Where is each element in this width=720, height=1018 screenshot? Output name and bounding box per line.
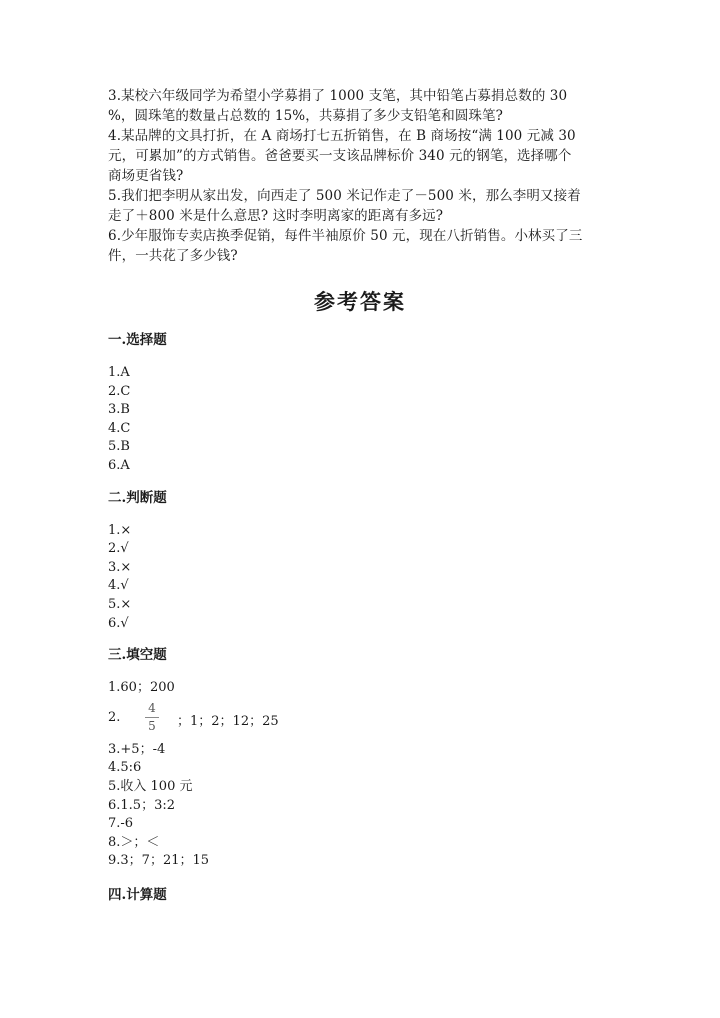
question-4-line-1: 4.某品牌的文具打折，在 A 商场打七五折销售，在 B 商场按“满 100 元减 30: [108, 128, 576, 144]
section-heading-judge: 二.判断题: [108, 489, 167, 506]
choice-answer-3: 3.B: [108, 402, 130, 418]
question-5-line-2: 走了＋800 米是什么意思? 这时李明离家的距离有多远?: [108, 208, 444, 224]
fill-answer-2: [108, 701, 620, 737]
fill-answer-4: 4.5:6: [108, 760, 142, 776]
fill-answer-2-rest: ；1；2；12；25: [177, 713, 279, 729]
question-5: [108, 186, 620, 226]
question-3: [108, 86, 620, 126]
fraction-denominator: 5: [148, 718, 156, 733]
fill-answer-9: 9.3；7；21；15: [108, 853, 210, 869]
answer-title: 参考答案: [314, 289, 406, 314]
question-5-line-1: 5.我们把李明从家出发，向西走了 500 米记作走了－500 米，那么李明又接着: [108, 188, 581, 204]
judge-answer-2: 2.√: [108, 541, 129, 557]
choice-answer-5: 5.B: [108, 439, 130, 455]
judge-answer-5: 5.×: [108, 596, 132, 612]
fill-answer-3: 3.+5；-4: [108, 741, 166, 757]
fraction-bar: [145, 717, 159, 718]
judge-answer-4: 4.√: [108, 578, 129, 594]
question-6: [108, 226, 620, 266]
question-3-line-2: %，圆珠笔的数量占总数的 15%，共募捐了多少支铅笔和圆珠笔?: [108, 108, 503, 124]
choice-answer-list: [108, 364, 620, 476]
question-6-line-1: 6.少年服饰专卖店换季促销，每件半袖原价 50 元，现在八折销售。小林买了三: [108, 228, 583, 244]
judge-answer-list: [108, 522, 620, 634]
fill-answer-5: 5.收入 100 元: [108, 778, 193, 794]
fraction-numerator: 4: [148, 700, 156, 715]
choice-answer-6: 6.A: [108, 457, 130, 473]
fill-answer-1: 1.60；200: [108, 680, 175, 696]
judge-answer-1: 1.×: [108, 522, 132, 538]
section-heading-fill: 三.填空题: [108, 647, 167, 664]
fill-answer-7: 7.-6: [108, 816, 134, 832]
question-4: [108, 126, 620, 186]
fill-answer-list: [108, 679, 620, 871]
question-4-line-3: 商场更省钱?: [108, 168, 184, 184]
section-heading-choice: 一.选择题: [108, 332, 167, 348]
fill-answer-6: 6.1.5；3:2: [108, 797, 175, 813]
fraction-four-fifths: [145, 701, 159, 734]
question-3-line-1: 3.某校六年级同学为希望小学募捐了 1000 支笔，其中铅笔占募捐总数的 30: [108, 88, 568, 104]
section-heading-calc: 四.计算题: [108, 886, 167, 903]
question-6-line-2: 件，一共花了多少钱?: [108, 248, 238, 264]
document-page: [108, 86, 620, 905]
choice-answer-2: 2.C: [108, 383, 131, 399]
fill-answer-2-label: 2.: [108, 709, 121, 725]
fill-answer-8: 8.＞；＜: [108, 834, 160, 850]
choice-answer-4: 4.C: [108, 420, 131, 436]
judge-answer-6: 6.√: [108, 615, 129, 631]
choice-answer-1: 1.A: [108, 365, 130, 380]
judge-answer-3: 3.×: [108, 559, 132, 575]
question-4-line-2: 元，可累加”的方式销售。爸爸要买一支该品牌标价 340 元的钢笔，选择哪个: [108, 148, 572, 164]
